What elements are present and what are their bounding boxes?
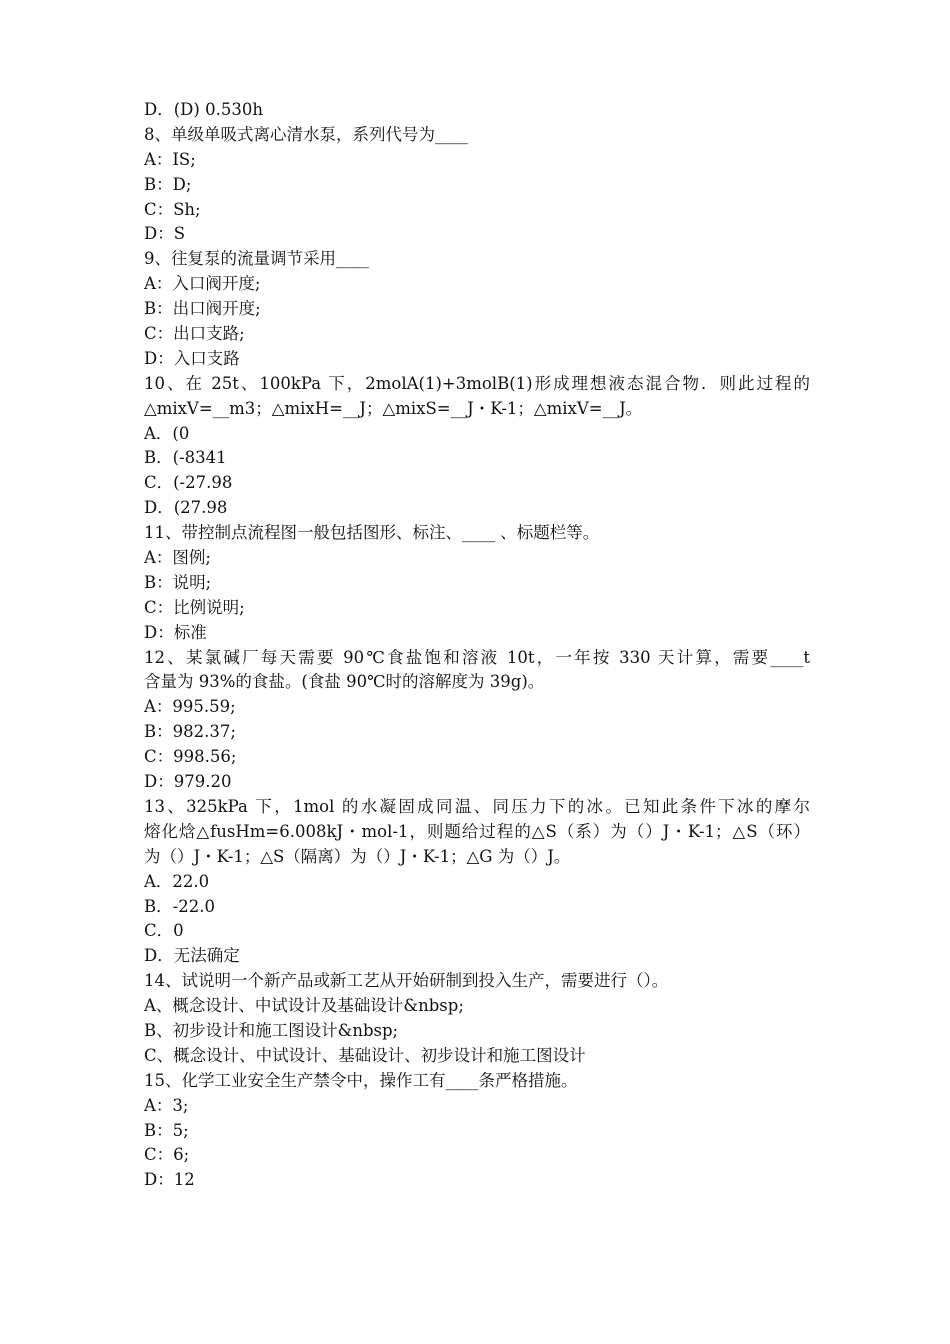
answer-option-line: C：Sh; (144, 199, 201, 219)
question-text-line: 含量为 93%的食盐。(食盐 90℃时的溶解度为 39g)。 (144, 672, 545, 692)
answer-option-line: D：入口支路 (144, 348, 240, 368)
answer-option-line: B：D; (144, 174, 192, 194)
answer-option-line: D．无法确定 (144, 946, 240, 966)
question-text-line: 12、某氯碱厂每天需要 90℃食盐饱和溶液 10t，一年按 330 天计算，需要____t (144, 647, 810, 667)
answer-option-line: D：标准 (144, 622, 207, 642)
answer-option-line: C：比例说明; (144, 597, 245, 617)
answer-option-line: B、初步设计和施工图设计&nbsp; (144, 1020, 399, 1040)
answer-option-line: D．(27.98 (144, 498, 228, 518)
answer-option-line: B．(-8341 (144, 448, 227, 468)
answer-option-line: A：入口阀开度; (144, 274, 261, 294)
answer-option-line: B．-22.0 (144, 896, 215, 916)
answer-option-line: C：出口支路; (144, 324, 245, 344)
answer-option-line: C：6; (144, 1145, 190, 1165)
answer-option-line: C．0 (144, 921, 184, 941)
answer-option-line: B：出口阀开度; (144, 299, 261, 319)
question-text-line: 熔化焓△fusHm=6.008kJ・mol-1，则题给过程的△S（系）为（）J・K-1；△S（环） (144, 821, 810, 841)
question-text-line: 14、试说明一个新产品或新工艺从开始研制到投入生产，需要进行（）。 (144, 971, 669, 991)
answer-option-line: C：998.56; (144, 747, 237, 767)
answer-option-line: D：979.20 (144, 772, 232, 792)
answer-option-line: C、概念设计、中试设计、基础设计、初步设计和施工图设计 (144, 1045, 586, 1065)
answer-option-line: D：S (144, 224, 186, 244)
answer-option-line: D：12 (144, 1170, 195, 1190)
answer-option-line: A．22.0 (144, 871, 210, 891)
question-text-line: 11、带控制点流程图一般包括图形、标注、____ 、标题栏等。 (144, 523, 600, 543)
question-text-line: 为（）J・K-1；△S（隔离）为（）J・K-1；△G 为（）J。 (144, 846, 571, 866)
answer-option-line: C．(-27.98 (144, 473, 233, 493)
question-text-line: 10、在 25t、100kPa 下，2molA(1)+3molB(1)形成理想液态混合物．则此过程的 (144, 373, 810, 393)
answer-option-line: A：3; (144, 1095, 189, 1115)
question-text-line: 15、化学工业安全生产禁令中，操作工有____条严格措施。 (144, 1070, 578, 1090)
question-text-line: 9、往复泵的流量调节采用____ (144, 249, 369, 269)
document-page (144, 98, 810, 1193)
answer-option-line: B：982.37; (144, 722, 236, 742)
answer-option-line: A、概念设计、中试设计及基础设计&nbsp; (144, 996, 464, 1016)
answer-option-line: D．(D) 0.530h (144, 100, 263, 119)
answer-option-line: A．(0 (144, 423, 190, 443)
question-text-line: △mixV=__m3；△mixH=__J；△mixS=__J・K-1；△mixV=__J。 (144, 398, 643, 418)
answer-option-line: A：图例; (144, 548, 211, 568)
answer-option-line: B：说明; (144, 572, 212, 592)
question-text-line: 8、单级单吸式离心清水泵，系列代号为____ (144, 124, 468, 144)
answer-option-line: B：5; (144, 1120, 189, 1140)
question-text-line: 13、325kPa 下，1mol 的水凝固成同温、同压力下的冰。已知此条件下冰的摩尔 (144, 796, 810, 816)
answer-option-line: A：995.59; (144, 697, 236, 717)
answer-option-line: A：IS; (144, 149, 196, 169)
